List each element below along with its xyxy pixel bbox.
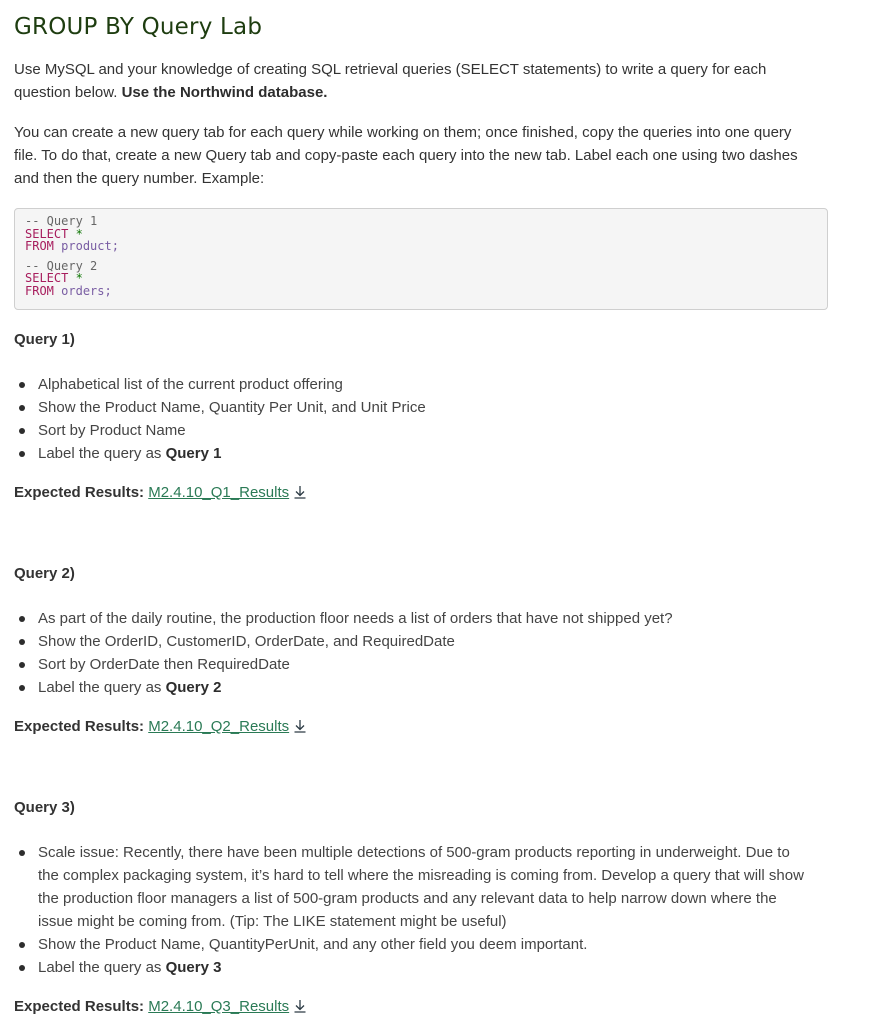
list-item [14, 956, 804, 979]
instructions-paragraph: You can create a new query tab for each query while working on them; once finished, copy the queries into one query file. To do that, create a new Query tab and copy-paste each query into the new tab. Label each one using two dashes and then the query number. Example: [14, 124, 798, 187]
list-item: Alphabetical list of the current product offering [14, 373, 834, 396]
label-prefix: Label the query as [38, 445, 162, 462]
query-2-results-link[interactable]: M2.4.10_Q2_Results [148, 718, 290, 735]
query-2-bullets [14, 607, 834, 699]
query-1-heading: Query 1) [14, 331, 75, 348]
list-item: Sort by OrderDate then RequiredDate [14, 653, 834, 676]
code-keyword: FROM [25, 283, 54, 298]
list-item: Show the Product Name, Quantity Per Unit, and Unit Price [14, 396, 834, 419]
code-keyword: FROM [25, 239, 54, 254]
list-item: Scale issue: Recently, there have been multiple detections of 500-gram products reporting in underweight. Due to the complex packaging system, it’s hard to tell where the misreading is coming from. Develop a query that will show the production floor managers a list of 500-gram products and any relevant data to help narrow down where the issue might be coming from. (Tip: The LIKE statement might be useful) [14, 841, 804, 933]
expected-results-label: Expected Results: [14, 484, 145, 501]
query-1-results-link[interactable]: M2.4.10_Q1_Results [148, 484, 290, 501]
list-item: Show the OrderID, CustomerID, OrderDate, and RequiredDate [14, 630, 834, 653]
query-2-heading: Query 2) [14, 565, 75, 582]
intro-text: Use MySQL and your knowledge of creating SQL retrieval queries (SELECT statements) to write a query for each question below. [14, 61, 767, 101]
label-query: Query 1 [165, 445, 222, 462]
list-item: As part of the daily routine, the production floor needs a list of orders that have not shipped yet? [14, 607, 834, 630]
label-prefix: Label the query as [38, 959, 162, 976]
list-item: Sort by Product Name [14, 419, 834, 442]
code-table: orders; [61, 283, 112, 298]
intro-bold: Use the Northwind database. [121, 84, 328, 101]
list-item: Show the Product Name, QuantityPerUnit, and any other field you deem important. [14, 933, 804, 956]
query-3-expected-results [14, 998, 307, 1015]
code-comment: -- Query 2 [25, 258, 98, 273]
code-star: * [75, 226, 83, 241]
query-1-bullets [14, 373, 834, 465]
code-table: product; [61, 239, 119, 254]
expected-results-label: Expected Results: [14, 998, 145, 1015]
intro-paragraph [14, 58, 814, 104]
download-icon[interactable] [293, 999, 307, 1013]
expected-results-label: Expected Results: [14, 718, 145, 735]
list-item [14, 676, 834, 699]
page-title: GROUP BY Query Lab [14, 14, 263, 40]
code-example [14, 208, 828, 310]
label-prefix: Label the query as [38, 679, 162, 696]
download-icon[interactable] [293, 719, 307, 733]
code-keyword: SELECT [25, 271, 69, 286]
code-star: * [75, 271, 83, 286]
label-query: Query 2 [165, 679, 222, 696]
label-query: Query 3 [165, 959, 222, 976]
download-icon[interactable] [293, 485, 307, 499]
query-3-bullets [14, 841, 804, 979]
code-comment: -- Query 1 [25, 214, 98, 228]
query-3-results-link[interactable]: M2.4.10_Q3_Results [148, 998, 290, 1015]
query-1-expected-results [14, 484, 307, 501]
list-item [14, 442, 834, 465]
query-2-expected-results [14, 718, 307, 735]
code-keyword: SELECT [25, 226, 69, 241]
query-3-heading: Query 3) [14, 799, 75, 816]
